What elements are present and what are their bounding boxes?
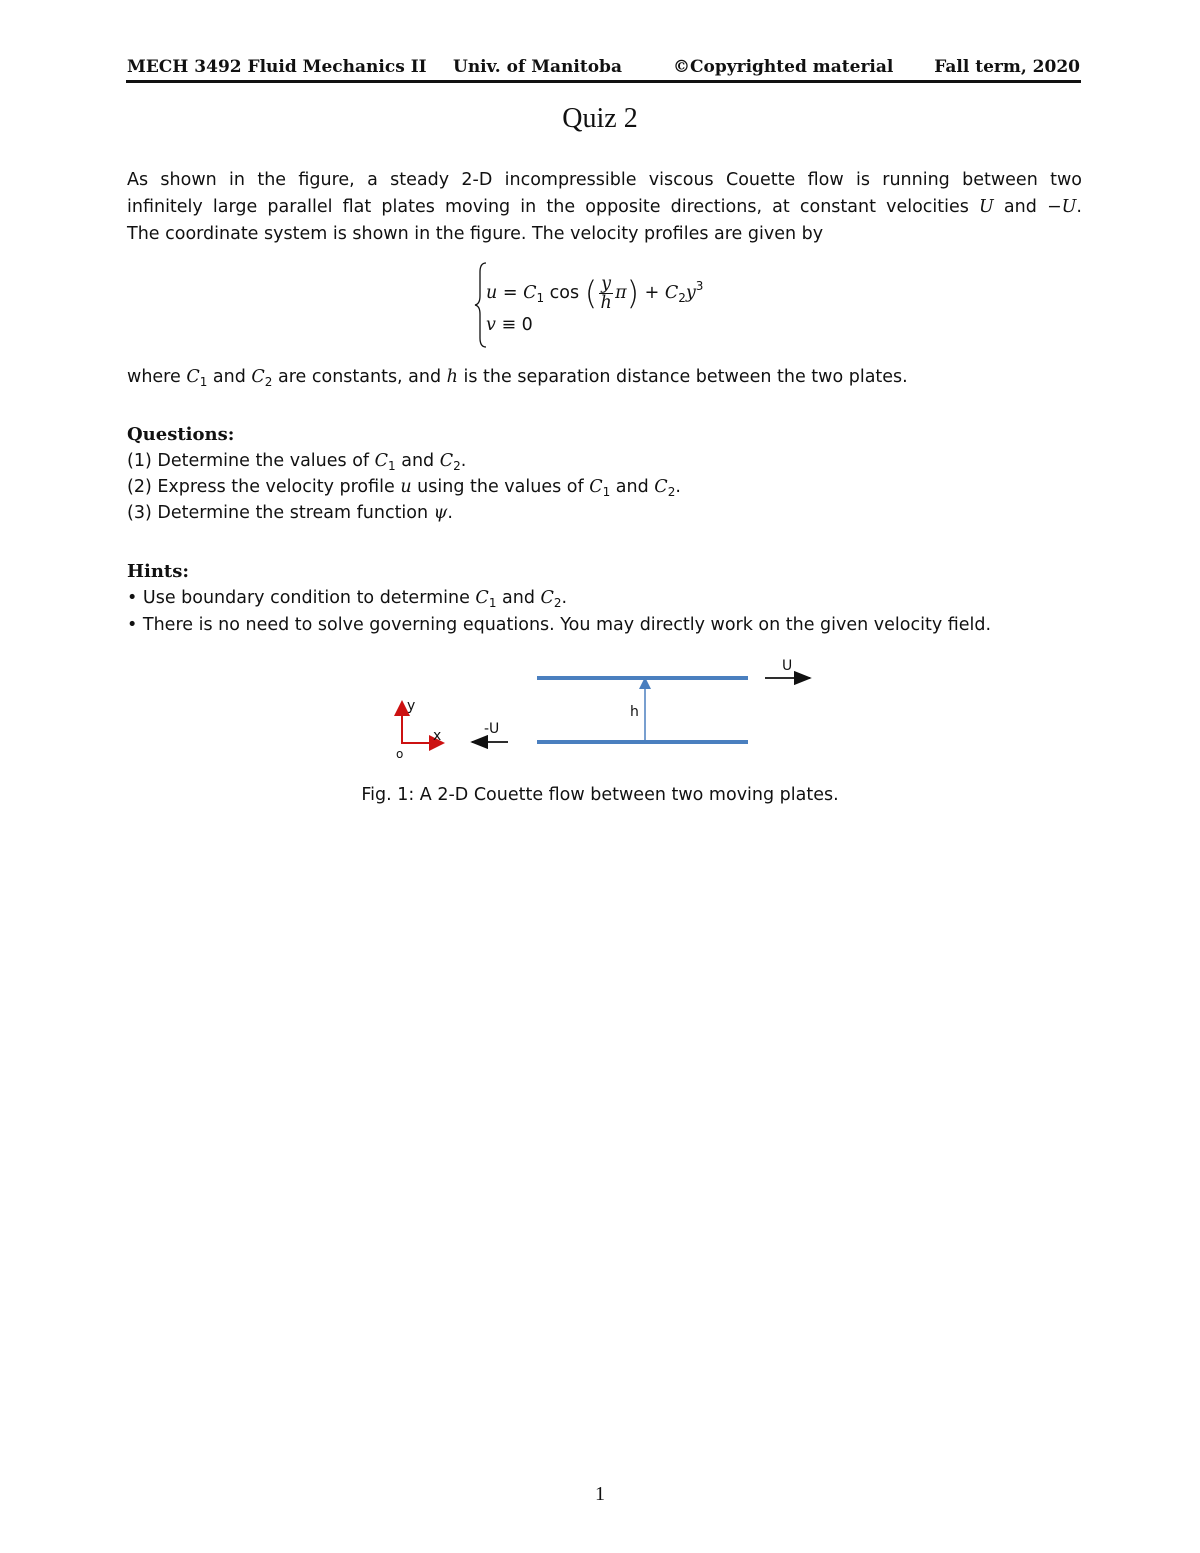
hints-heading: Hints: xyxy=(127,561,190,582)
label-origin: o xyxy=(396,747,404,761)
where-clause: where $C_1$ and $C_2$ are constants, and h is the separation distance between the two plates. xyxy=(127,367,908,389)
label-U: U xyxy=(782,658,793,674)
header-rule xyxy=(126,80,1081,83)
intro-line-1: As shown in the figure, a steady 2-D incompressible viscous Couette flow is running between two xyxy=(127,170,1082,190)
hint-1: • Use boundary condition to determine $C_1$ and $C_2$. xyxy=(127,588,568,610)
question-3: (3) Determine the stream function ψ. xyxy=(127,503,453,523)
fraction-y-over-h: $\frac{y}{h}$ xyxy=(600,273,612,313)
label-y: y xyxy=(407,698,416,714)
page-number: 1 xyxy=(595,1483,605,1505)
question-1: (1) Determine the values of $C_1$ and $C_2$. xyxy=(127,451,467,473)
header-term: Fall term, 2020 xyxy=(934,57,1080,77)
page-title: Quiz 2 xyxy=(562,103,638,134)
header-university: Univ. of Manitoba xyxy=(453,57,622,77)
equation-v: v ≡ 0 xyxy=(486,315,533,335)
couette-flow-figure xyxy=(380,650,830,770)
hint-2: • There is no need to solve governing equations. You may directly work on the given velocity field. xyxy=(127,615,992,635)
label-negU: -U xyxy=(484,721,500,737)
question-2: (2) Express the velocity profile u using the values of $C_1$ and $C_2$. xyxy=(127,477,681,499)
questions-heading: Questions: xyxy=(127,424,235,445)
header-copyright: ©Copyrighted material xyxy=(673,57,894,77)
intro-line-2: infinitely large parallel flat plates moving in the opposite directions, at constant velocities U and −U. xyxy=(127,197,1082,217)
running-header xyxy=(127,57,1080,81)
intro-line-3: The coordinate system is shown in the figure. The velocity profiles are given by xyxy=(127,224,824,244)
figure-caption: Fig. 1: A 2-D Couette flow between two moving plates. xyxy=(361,785,839,805)
header-course: MECH 3492 Fluid Mechanics II xyxy=(127,57,427,77)
velocity-equation xyxy=(474,260,754,350)
equation-u: $u = C_1$ cos ( $\frac{y}{h}$ $\pi) + C_2y^3$ xyxy=(486,273,704,313)
label-x: x xyxy=(433,728,442,744)
label-h: h xyxy=(630,704,639,720)
